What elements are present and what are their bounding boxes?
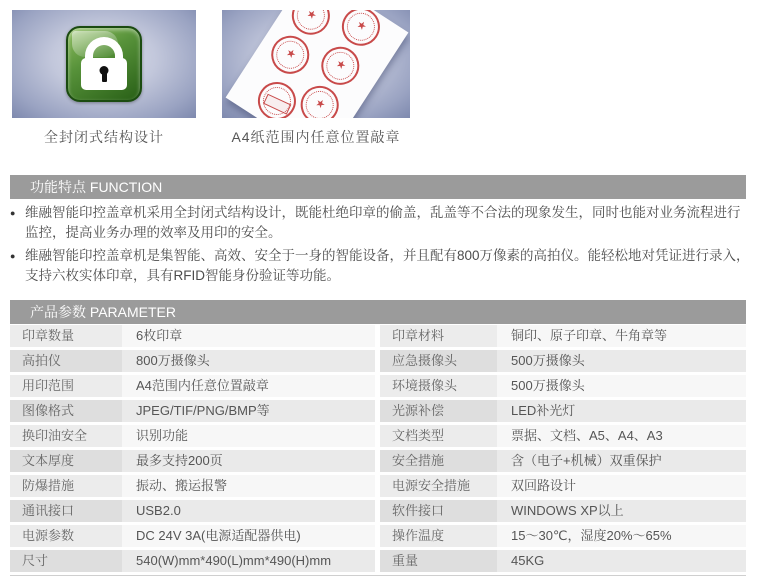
param-label: 重量 <box>380 550 497 572</box>
param-label: 换印油安全 <box>10 425 122 447</box>
param-label: 应急摄像头 <box>380 350 497 372</box>
table-row <box>10 350 746 372</box>
lock-body <box>81 58 127 90</box>
param-label: 环境摄像头 <box>380 375 497 397</box>
param-value: 45KG <box>497 550 746 572</box>
param-label: 电源参数 <box>10 525 122 547</box>
stamp-code-box <box>263 94 291 115</box>
param-value: 500万摄像头 <box>497 375 746 397</box>
param-label: 操作温度 <box>380 525 497 547</box>
param-value: 15～30℃，湿度20%～65% <box>497 525 746 547</box>
table-row <box>10 425 746 447</box>
param-value: 含（电子+机械）双重保护 <box>497 450 746 472</box>
caption-a4-stamping: A4纸范围内任意位置敲章 <box>231 129 401 145</box>
param-value: 500万摄像头 <box>497 350 746 372</box>
table-row <box>10 475 746 497</box>
param-label: 高拍仪 <box>10 350 122 372</box>
table-row <box>10 325 746 347</box>
param-label: 通讯接口 <box>10 500 122 522</box>
table-row <box>10 375 746 397</box>
param-label: 电源安全措施 <box>380 475 497 497</box>
param-label: 软件接口 <box>380 500 497 522</box>
param-value: 540(W)mm*490(L)mm*490(H)mm <box>122 550 375 572</box>
param-value: 铜印、原子印章、牛角章等 <box>497 325 746 347</box>
round-stamp-icon <box>264 28 317 81</box>
feature-image-enclosed-design <box>12 10 196 118</box>
feature-bullet-list <box>10 203 750 289</box>
param-value: 最多支持200页 <box>122 450 375 472</box>
param-label: 安全措施 <box>380 450 497 472</box>
param-label: 尺寸 <box>10 550 122 572</box>
table-row <box>10 450 746 472</box>
param-value: USB2.0 <box>122 500 375 522</box>
param-value: WINDOWS XP以上 <box>497 500 746 522</box>
round-stamp-icon <box>314 40 367 93</box>
param-value: JPEG/TIF/PNG/BMP等 <box>122 400 375 422</box>
param-label: 文档类型 <box>380 425 497 447</box>
param-value: 振动、搬运报警 <box>122 475 375 497</box>
round-stamp-with-code-icon <box>251 75 304 118</box>
param-value: 800万摄像头 <box>122 350 375 372</box>
param-value: 识别功能 <box>122 425 375 447</box>
stamped-a4-paper <box>226 10 409 118</box>
table-row <box>10 550 746 572</box>
feature-bullet: ● 维融智能印控盖章机采用全封闭式结构设计，既能杜绝印章的偷盖，乱盖等不合法的现象发生，同时也能对业务流程进行监控，提高业务办理的效率及用印的安全。 <box>10 203 750 243</box>
keyhole <box>100 66 109 75</box>
param-label: 印章数量 <box>10 325 122 347</box>
param-label: 光源补偿 <box>380 400 497 422</box>
section-header-parameter: 产品参数 PARAMETER <box>10 300 746 324</box>
param-label: 用印范围 <box>10 375 122 397</box>
param-value: A4范围内任意位置敲章 <box>122 375 375 397</box>
feature-image-a4-stamping <box>222 10 410 118</box>
caption-enclosed-design: 全封闭式结构设计 <box>44 129 164 145</box>
param-value: LED补光灯 <box>497 400 746 422</box>
table-row <box>10 400 746 422</box>
param-label: 防爆措施 <box>10 475 122 497</box>
parameter-table <box>10 325 746 576</box>
param-value: 6枚印章 <box>122 325 375 347</box>
table-row <box>10 500 746 522</box>
feature-bullet: ● 维融智能印控盖章机是集智能、高效、安全于一身的智能设备，并且配有800万像素的高拍仪。能轻松地对凭证进行录入，支持六枚实体印章，具有RFID智能身份验证等功能。 <box>10 246 750 286</box>
param-value: 票据、文档、A5、A4、A3 <box>497 425 746 447</box>
param-label: 印章材料 <box>380 325 497 347</box>
param-label: 图像格式 <box>10 400 122 422</box>
param-value: DC 24V 3A(电源适配器供电) <box>122 525 375 547</box>
section-header-function: 功能特点 FUNCTION <box>10 175 746 199</box>
param-label: 文本厚度 <box>10 450 122 472</box>
table-row <box>10 525 746 547</box>
green-lock-icon <box>66 26 142 102</box>
param-value: 双回路设计 <box>497 475 746 497</box>
